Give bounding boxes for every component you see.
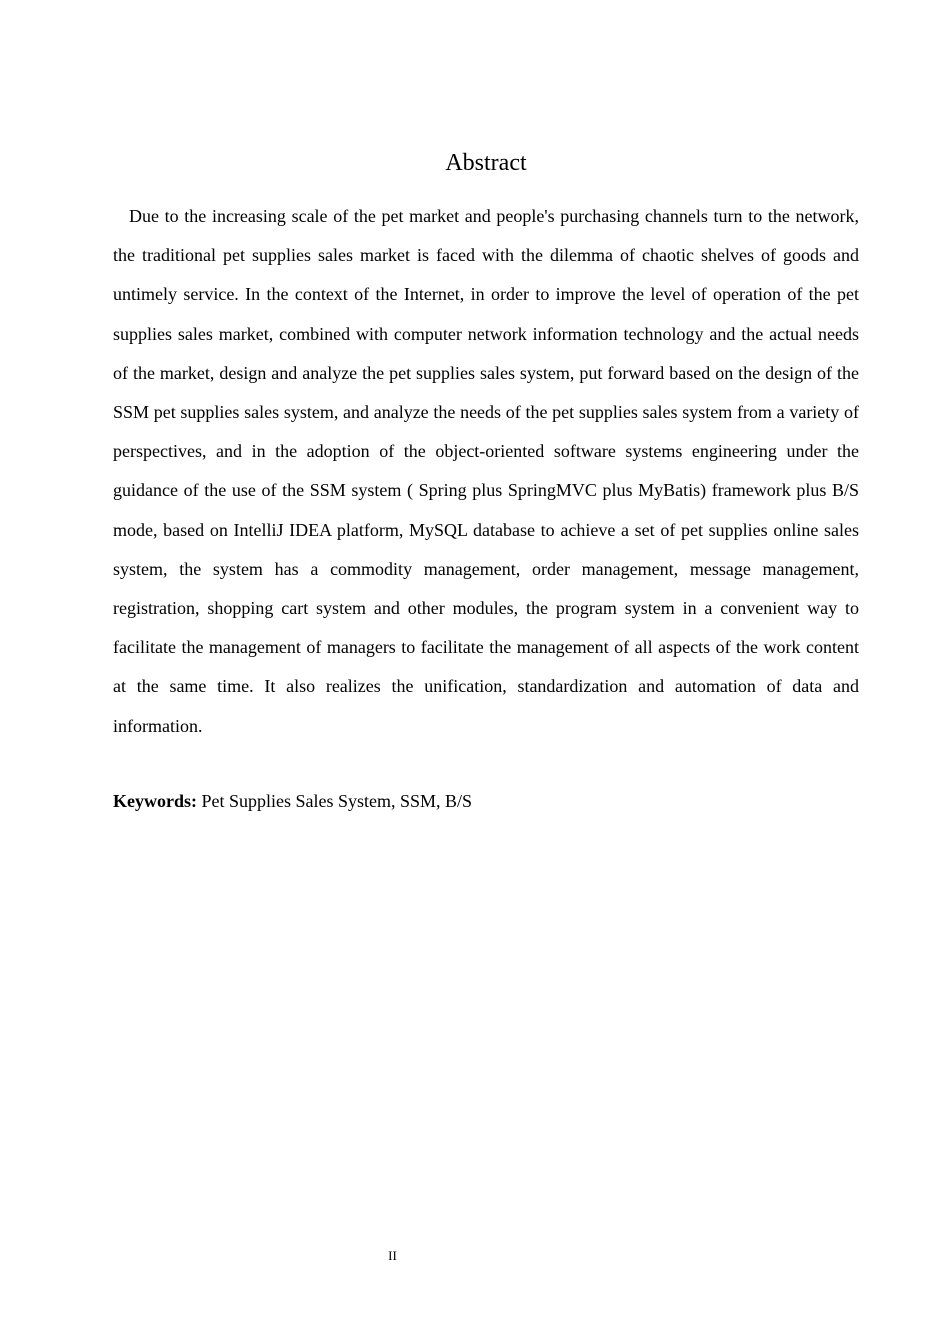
abstract-body: Due to the increasing scale of the pet market and people's purchasing channels turn to the network, the traditional pet supplies sales market is faced with the dilemma of chaotic shelves of goods and untimely service. In the context of the Internet, in order to improve the level of operation of the pet supplies sales market, combined with computer network information technology and the actual needs of the market, design and analyze the pet supplies sales system, put forward based on the design of the SSM pet supplies sales system, and analyze the needs of the pet supplies sales system from a variety of perspectives, and in the adoption of the object-oriented software systems engineering under the guidance of the use of the SSM system ( Spring plus SpringMVC plus MyBatis) framework plus B/S mode, based on IntelliJ IDEA platform, MySQL database to achieve a set of pet supplies online sales system, the system has a commodity management, order management, message management, registration, shopping cart system and other modules, the program system in a convenient way to facilitate the management of managers to facilitate the management of all aspects of the work content at the same time. It also realizes the unification, standardization and automation of data and information. [113,206,859,736]
keywords-label: Keywords: [113,791,197,811]
page-number: II [388,1248,397,1263]
keywords-line [113,785,859,817]
abstract-title: Abstract [445,150,527,176]
keywords-value: Pet Supplies Sales System, SSM, B/S [197,791,473,811]
